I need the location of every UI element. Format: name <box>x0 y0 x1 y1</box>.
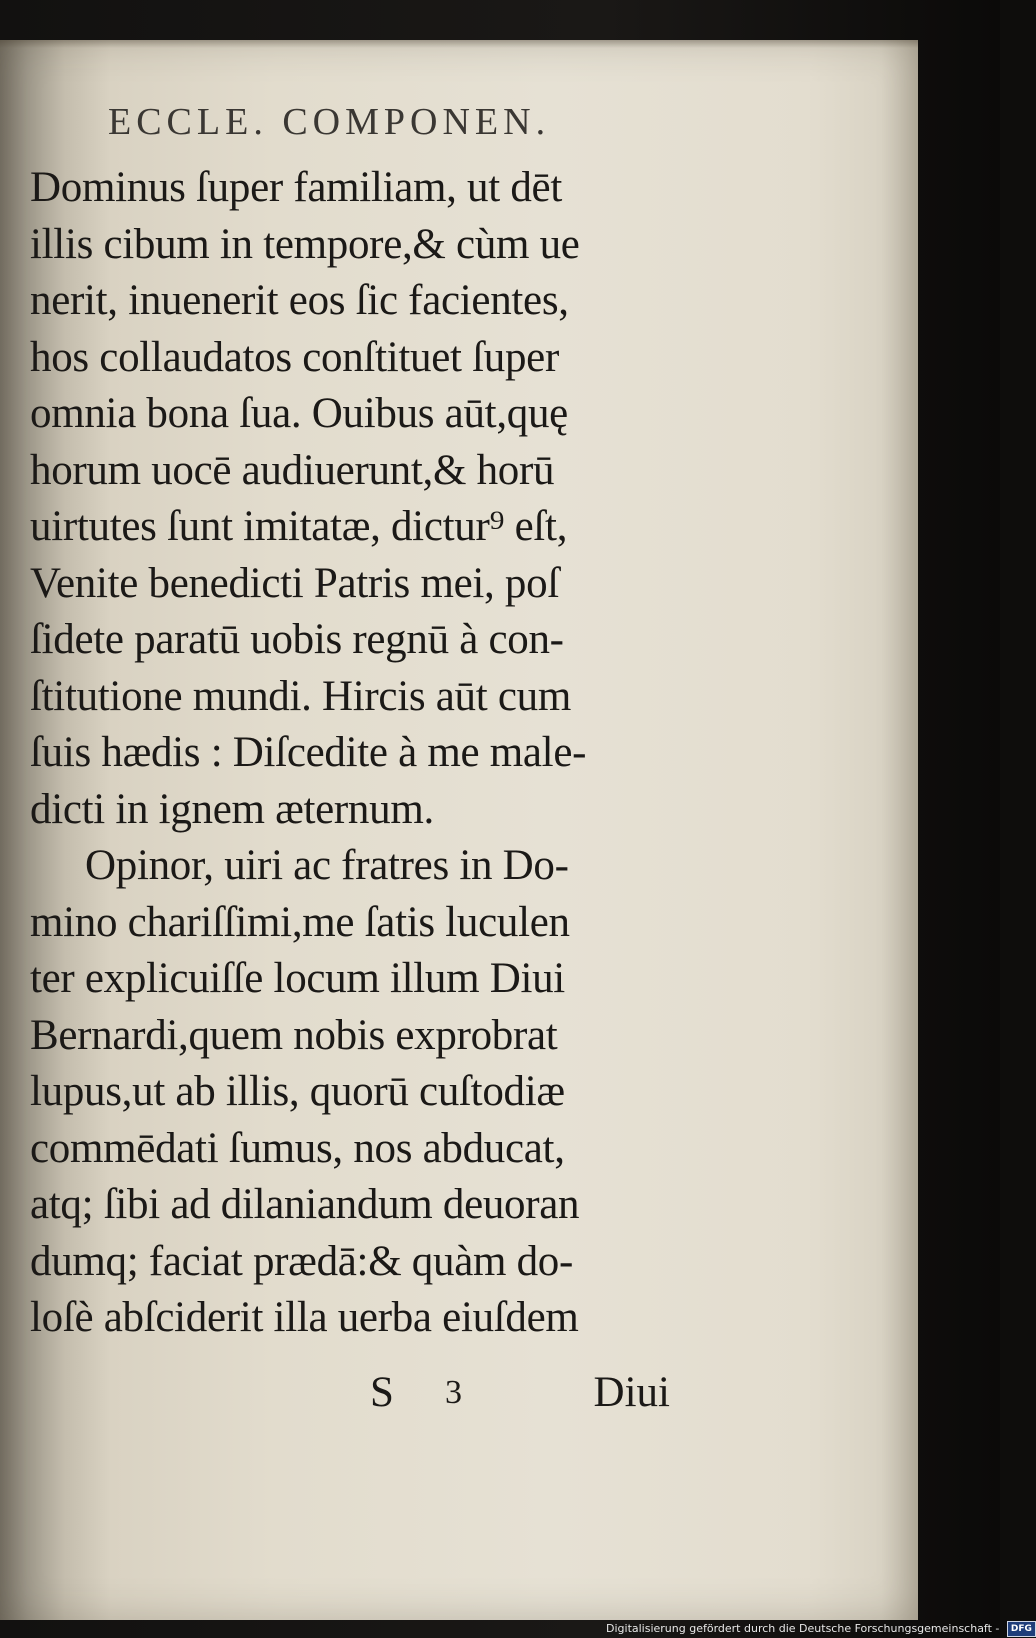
signature-mark: S <box>370 1369 394 1416</box>
text-line: hos collaudatos conſtituet ſuper <box>30 333 559 381</box>
text-line: mino chariſſimi,me ſatis luculen <box>30 898 570 946</box>
text-line: Venite benedicti Patris mei, poſ <box>30 559 559 607</box>
text-line: omnia bona ſua. Ouibus aūt,quę <box>30 390 568 437</box>
text-line: commēdati ſumus, nos abducat, <box>30 1124 565 1172</box>
text-line: atq; ſibi ad dilaniandum deuoran <box>30 1181 580 1228</box>
text-line: illis cibum in tempore,& cùm ue <box>30 220 580 268</box>
text-line: uirtutes ſunt imitatæ, dictur⁹ eſt, <box>30 503 568 550</box>
text-line: nerit, inuenerit eos ſic facientes, <box>30 277 569 324</box>
text-line: Dominus ſuper familiam, ut dēt <box>30 164 562 211</box>
text-line: horum uocē audiuerunt,& horū <box>30 446 555 494</box>
text-line: Bernardi,quem nobis exprobrat <box>30 1011 558 1059</box>
digitization-credit <box>606 1620 1032 1638</box>
page-edge-shadow <box>0 40 918 48</box>
signature-number: 3 <box>445 1374 462 1411</box>
text-line: loſè abſciderit illa uerba eiuſdem <box>30 1294 579 1341</box>
text-line: Opinor, uiri ac fratres in Do- <box>85 842 569 889</box>
text-line: ter explicuiſſe locum illum Diui <box>30 955 565 1002</box>
text-line: ſuis hædis : Diſcedite à me male- <box>30 729 587 776</box>
text-line: dumq; faciat prædā:& quàm do- <box>30 1237 573 1285</box>
book-page <box>0 40 918 1620</box>
credit-text: Digitalisierung gefördert durch die Deutsche Forschungsgemeinschaft - <box>606 1622 1000 1635</box>
text-line: ſtitutione mundi. Hircis aūt cum <box>30 672 571 720</box>
text-line: dicti in ignem æternum. <box>30 785 434 833</box>
signature-line <box>30 1368 670 1428</box>
catchword: Diui <box>593 1369 670 1416</box>
text-line: ſidete paratū uobis regnū à con- <box>30 616 564 663</box>
body-text <box>30 160 690 1347</box>
dfg-logo: DFG <box>1007 1621 1036 1637</box>
text-line: lupus,ut ab illis, quorū cuſtodiæ <box>30 1068 565 1115</box>
running-head: ECCLE. COMPONEN. <box>108 101 551 143</box>
